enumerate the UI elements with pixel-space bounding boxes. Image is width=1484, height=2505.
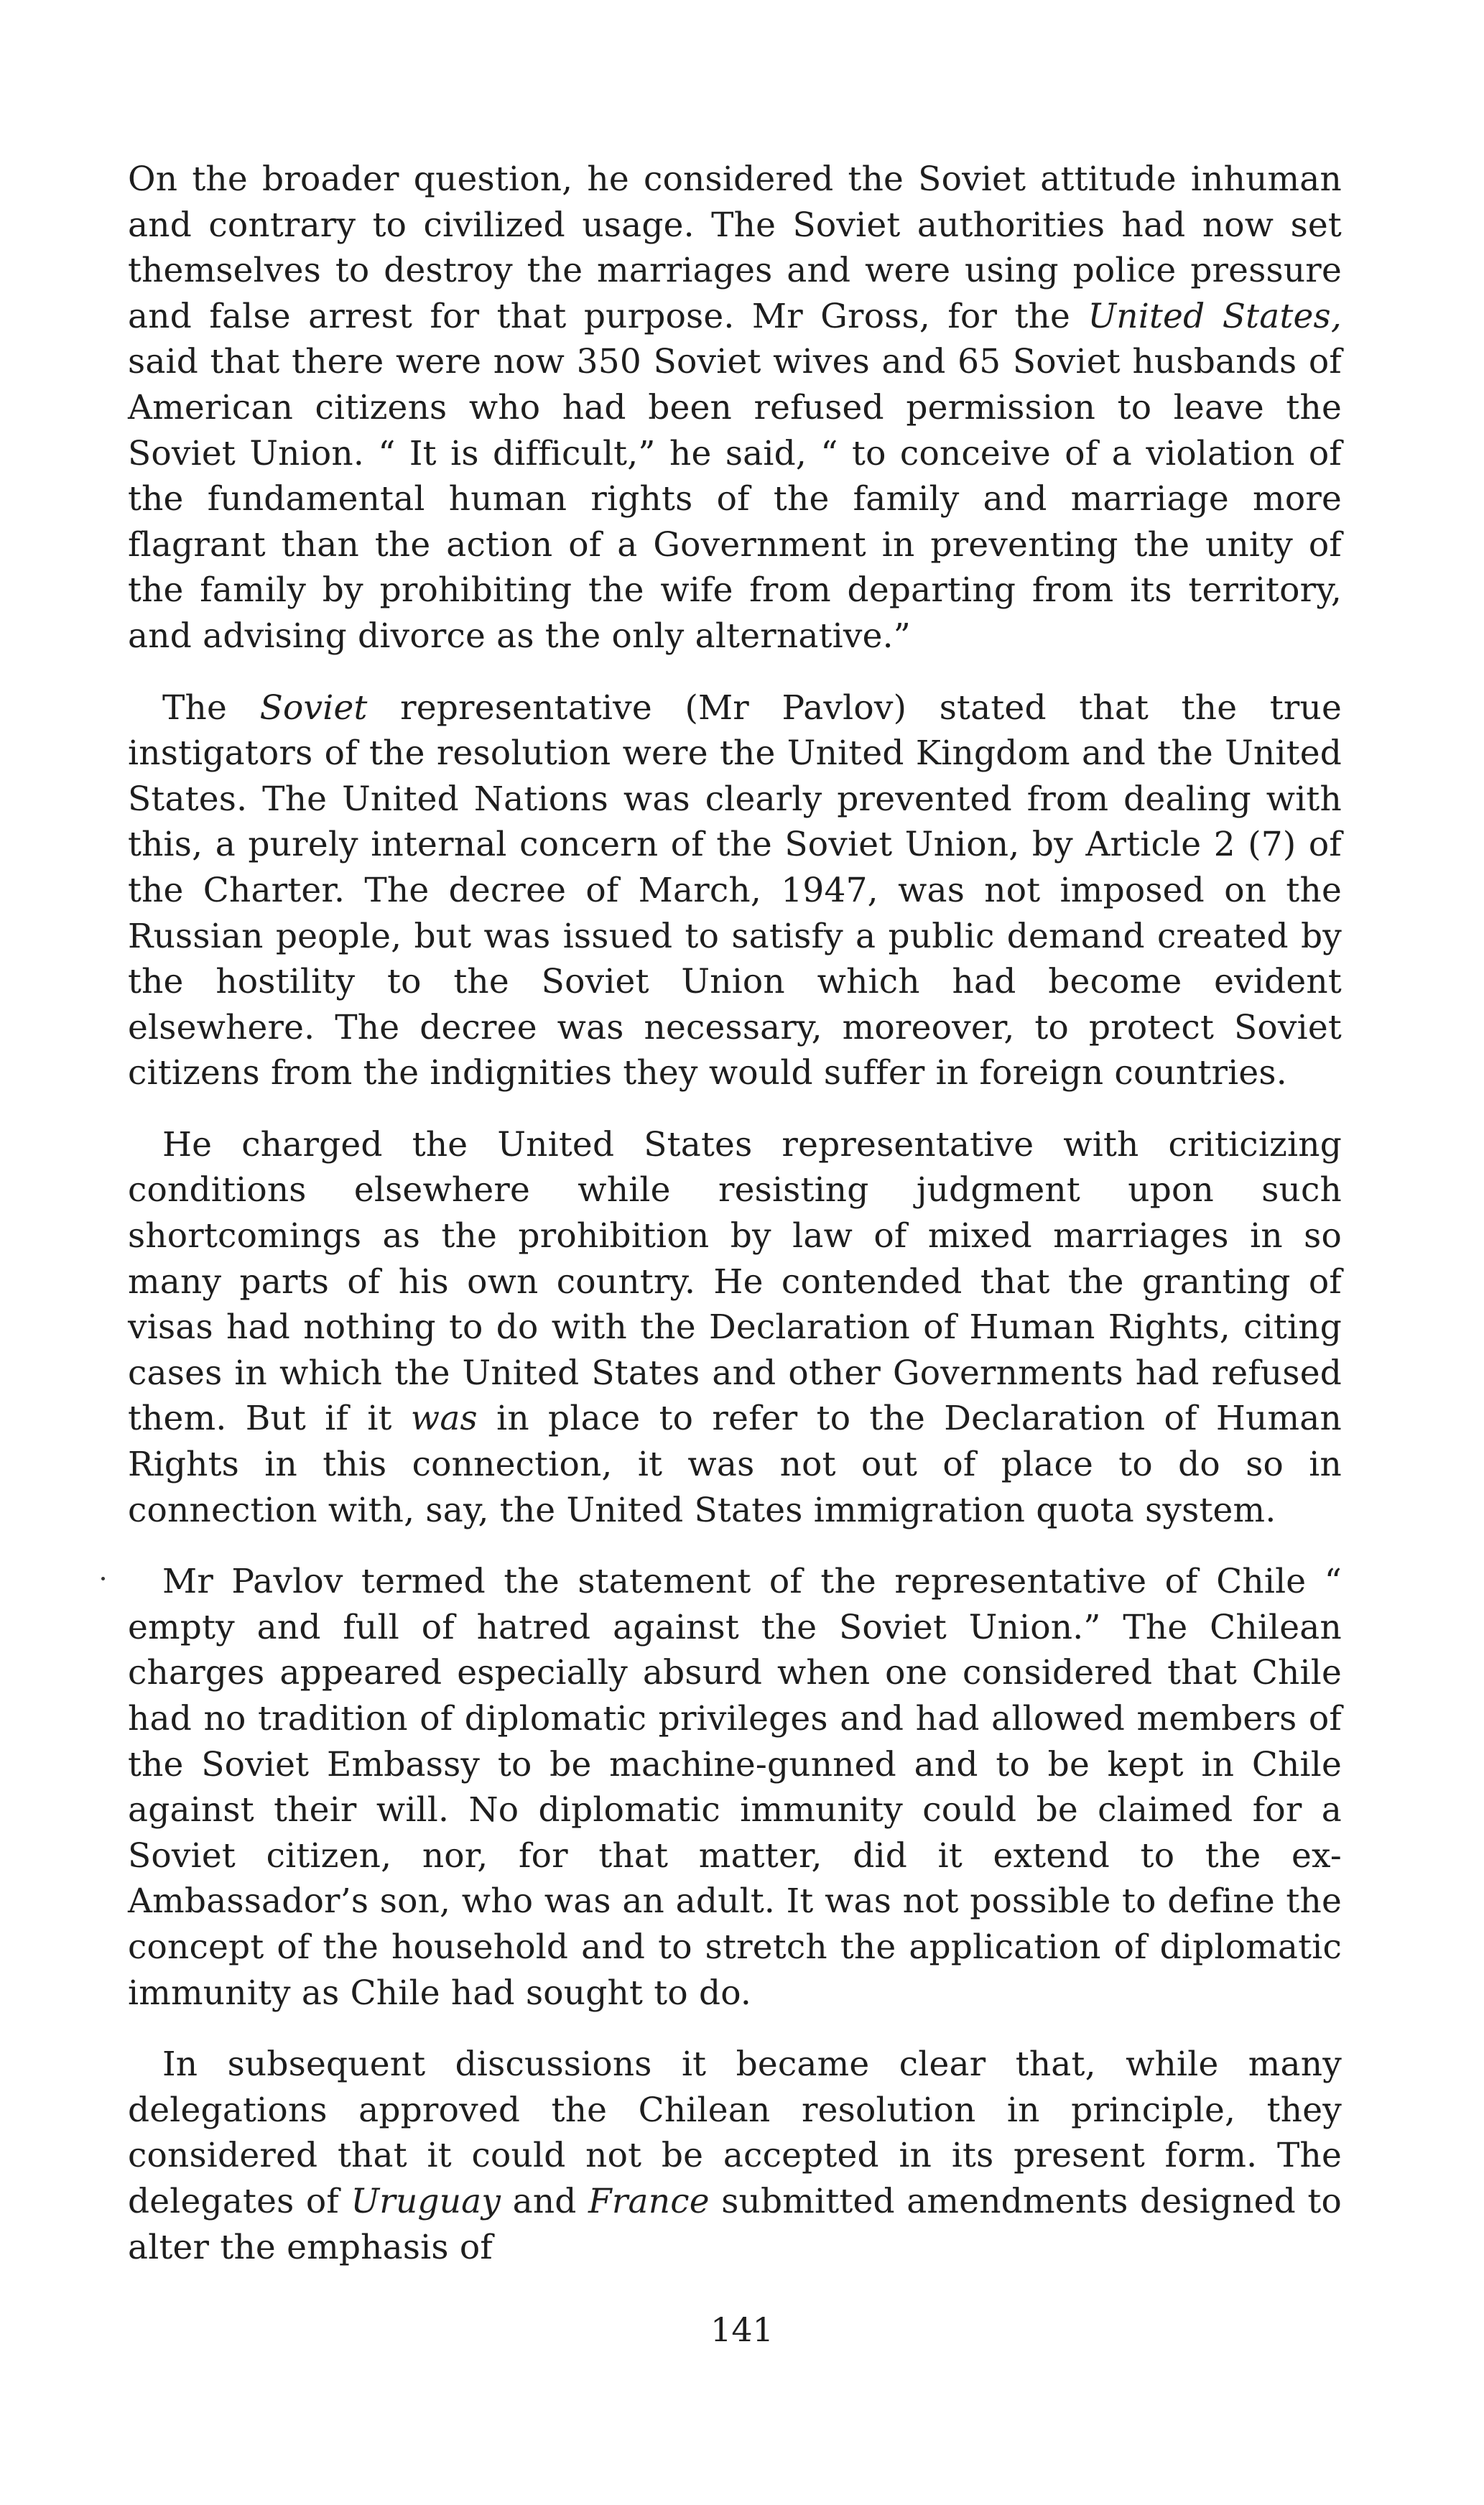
text-run: and xyxy=(501,2181,589,2221)
text-run: in place to refer to the Declaration of Human Rights in this connection, it was not out of place to do so in connection with, say, the United States immigration quota system. xyxy=(128,1399,1342,1530)
paragraph xyxy=(128,2042,1342,2270)
paragraph xyxy=(128,1559,1342,2016)
italic-text: United States, xyxy=(1088,296,1342,336)
italic-text: France xyxy=(588,2181,710,2221)
paragraph xyxy=(128,685,1342,1096)
page-number: 141 xyxy=(710,2310,774,2349)
text-run: In subsequent discussions it became clear that, while many delegations approved the Chilean resolution in principle, they considered that it could not be accepted in its present form. The delegates of xyxy=(128,2045,1342,2221)
text-run: said that there were now 350 Soviet wives and 65 Soviet husbands of American citizens who had been refused permission to leave the Soviet Union. “ It is difficult,” he said, “ to conceive of a violation of the fundamental human rights of the family and marriage more flagrant than the action of a Government in preventing the unity of the family by prohibiting the wife from departing from its territory, and advising divorce as the only alternative.” xyxy=(128,342,1342,656)
text-run: On the broader question, he considered the Soviet attitude inhuman and contrary to civilized usage. The Soviet authorities had now set themselves to destroy the marriages and were using police pressure and false arrest for that purpose. Mr Gross, for the xyxy=(128,159,1342,336)
paragraph xyxy=(128,1122,1342,1533)
text-run: He charged the United States representative with criticizing conditions elsewhere while resisting judgment upon such shortcomings as the prohibition by law of mixed marriages in so many parts of his own country. He contended that the granting of visas had nothing to do with the Declaration of Human Rights, citing cases in which the United States and other Governments had refused them. But if it xyxy=(128,1124,1342,1439)
paragraph xyxy=(128,157,1342,659)
text-run: submitted amendments designed to alter the emphasis of xyxy=(128,2181,1342,2267)
scan-speck xyxy=(101,1577,105,1580)
text-run: The xyxy=(162,687,260,728)
italic-text: Uruguay xyxy=(351,2181,501,2221)
italic-text: was xyxy=(410,1399,478,1439)
italic-text: Soviet xyxy=(259,687,368,728)
body-text xyxy=(128,157,1342,2296)
text-run: representative (Mr Pavlov) stated that the true instigators of the resolution were the United Kingdom and the United States. The United Nations was clearly prevented from dealing with this, a purely internal concern of the Soviet Union, by Article 2 (7) of the Charter. The decree of March, 1947, was not imposed on the Russian people, but was issued to satisfy a public demand created by the hostility to the Soviet Union which had become evident elsewhere. The decree was necessary, moreover, to protect Soviet citizens from the indignities they would suffer in foreign countries. xyxy=(128,687,1342,1093)
text-run: Mr Pavlov termed the statement of the representative of Chile “ empty and full of hatred against the Soviet Union.” The Chilean charges appeared especially absurd when one considered that Chile had no tradition of diplomatic privileges and had allowed members of the Soviet Embassy to be machine-gunned and to be kept in Chile against their will. No diplomatic immunity could be claimed for a Soviet citizen, nor, for that matter, did it extend to the ex-Ambassador’s son, who was an adult. It was not possible to define the concept of the household and to stretch the application of diplomatic immunity as Chile had sought to do. xyxy=(128,1562,1342,2013)
